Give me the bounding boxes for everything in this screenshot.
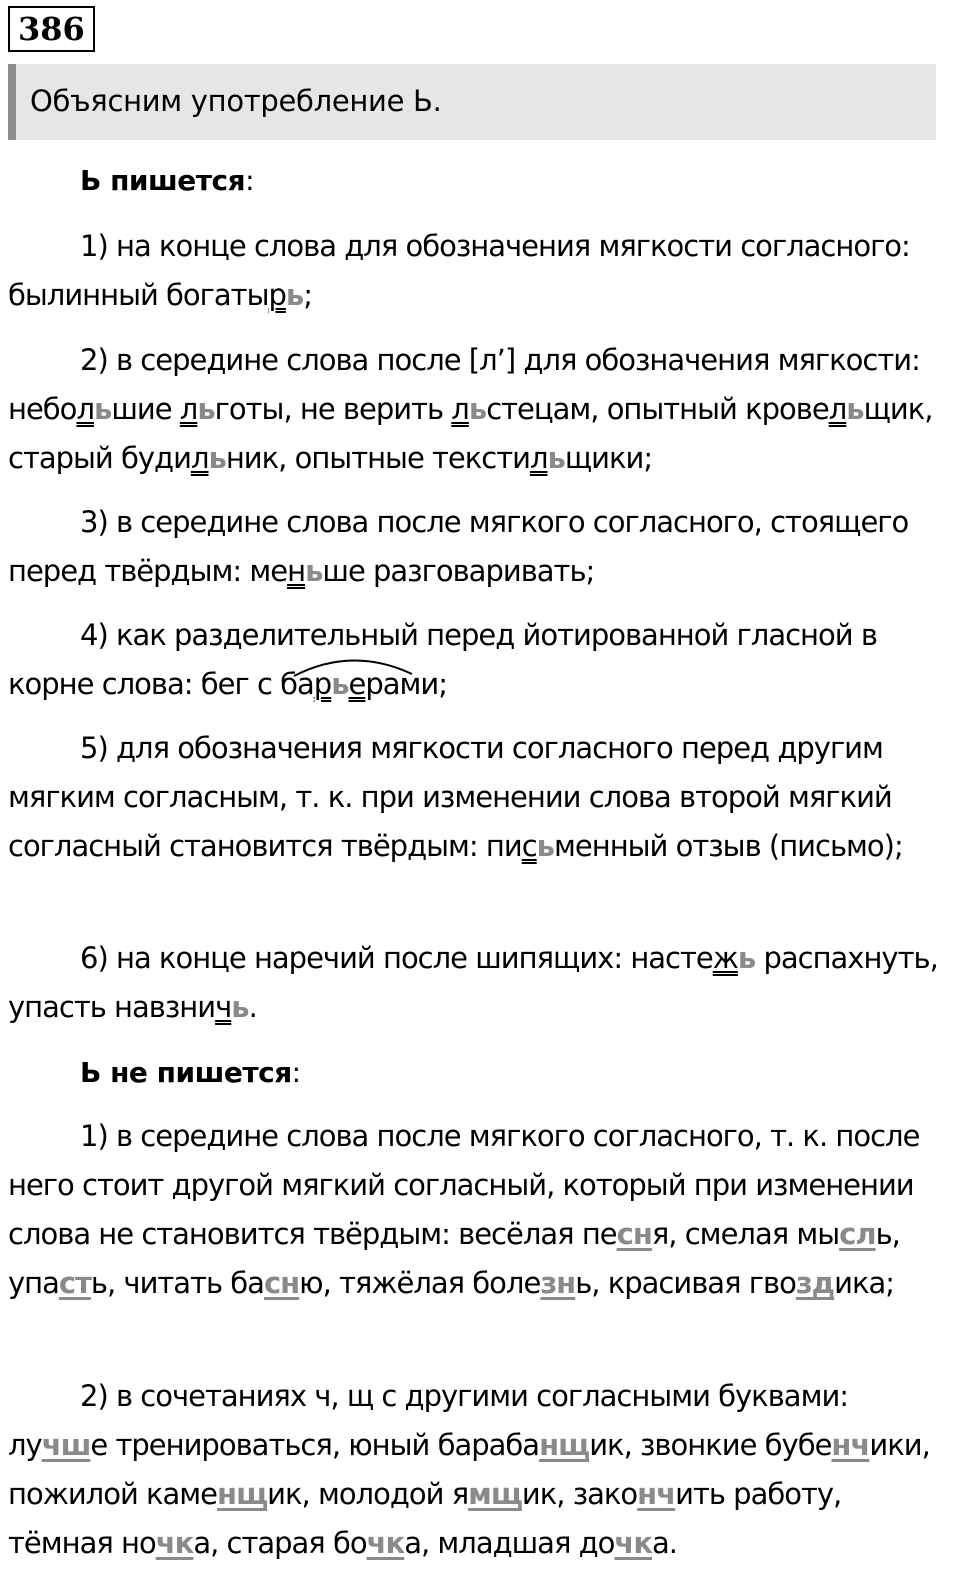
rule-5 xyxy=(8,724,948,871)
text-fragment: 3) в середине слова после мягкого согласного, стоящего перед твёрдым: ме xyxy=(8,505,909,588)
text-fragment: ь, читать ба xyxy=(90,1266,264,1300)
text-fragment: а, младшая до xyxy=(404,1526,615,1560)
text-fragment: ик, звонкие бубе xyxy=(589,1428,832,1462)
heading-colon: : xyxy=(245,164,255,197)
text-fragment: ник, опытные тексти xyxy=(225,441,530,475)
soft-sign-highlight: ь xyxy=(536,829,555,863)
consonant-cluster-highlight: чк xyxy=(155,1526,194,1560)
rule-6 xyxy=(8,934,948,1032)
soft-sign-highlight: ь xyxy=(305,554,323,588)
soft-consonant-mark: ж xyxy=(712,941,738,975)
text-fragment: ; xyxy=(303,278,313,312)
rule-2 xyxy=(8,336,948,483)
soft-sign-highlight: ь xyxy=(737,941,756,975)
text-fragment: ики, пожилой каме xyxy=(8,1428,930,1511)
text-fragment: а, старая бо xyxy=(193,1526,367,1560)
text-fragment: . xyxy=(248,990,257,1024)
consonant-cluster-highlight: нщ xyxy=(539,1428,590,1462)
soft-consonant-mark: с xyxy=(521,829,537,863)
text-fragment: стецам, опытный крове xyxy=(486,392,829,426)
soft-consonant-mark: л xyxy=(190,441,209,475)
consonant-cluster-highlight: сн xyxy=(616,1217,652,1251)
text-fragment: е тренироваться, юный бараба xyxy=(90,1428,540,1462)
consonant-cluster-highlight: чш xyxy=(41,1428,91,1462)
text-fragment: распахнуть, упасть навзни xyxy=(8,941,938,1024)
task-number: 386 xyxy=(8,6,95,52)
text-fragment: я, смелая мы xyxy=(651,1217,840,1251)
soft-consonant-mark: л xyxy=(529,441,548,475)
text-fragment: а. xyxy=(652,1526,678,1560)
soft-sign-highlight: ь xyxy=(93,392,112,426)
soft-sign-highlight: ь xyxy=(846,392,864,426)
text-fragment: ить работу, тёмная но xyxy=(8,1477,842,1560)
rule-3 xyxy=(8,498,948,596)
text-fragment: ю, тяжёлая боле xyxy=(299,1266,541,1300)
text-fragment: 1) в середине слова после мягкого согласного, т. к. после него стоит другой мягкий согласный, который при изменении слова не становится твёрдым: весёлая пе xyxy=(8,1119,920,1251)
soft-consonant-mark: е xyxy=(348,667,366,701)
soft-consonant-mark: р xyxy=(313,667,332,701)
soft-consonant-mark: л xyxy=(76,392,94,426)
rule-1 xyxy=(8,222,948,320)
text-fragment: ь, упа xyxy=(8,1217,900,1300)
text-fragment: щик, старый буди xyxy=(8,392,933,475)
not-rule-1 xyxy=(8,1112,948,1308)
text-fragment: ик, молодой я xyxy=(267,1477,469,1511)
text-fragment: ик, зако xyxy=(521,1477,638,1511)
text-fragment: 4) как разделительный перед йотированной гласной в корне слова: бег с ба xyxy=(8,618,877,701)
text-fragment: 2) в середине слова после [л’] для обозначения мягкости: небо xyxy=(8,343,920,426)
text-fragment: щики; xyxy=(564,441,653,475)
soft-consonant-mark: н xyxy=(287,554,306,588)
consonant-cluster-highlight: нч xyxy=(831,1428,870,1462)
rule-4 xyxy=(8,611,948,709)
soft-sign-highlight: ь xyxy=(547,441,565,475)
heading-text: Ь пишется xyxy=(80,164,246,197)
text-fragment: шие xyxy=(111,392,180,426)
text-fragment: ика; xyxy=(834,1266,895,1300)
consonant-cluster-highlight: зн xyxy=(540,1266,576,1300)
soft-sign-highlight: ь xyxy=(468,392,487,426)
text-fragment: 2) в сочетаниях ч, щ с другими согласными буквами: лу xyxy=(8,1379,849,1462)
soft-sign-highlight: ь xyxy=(197,392,215,426)
text-fragment: 5) для обозначения мягкости согласного перед другим мягким согласным, т. к. при изменении слова второй мягкий согласный становится твёрдым: пи xyxy=(8,731,892,863)
soft-consonant-mark: ч xyxy=(215,990,232,1024)
heading-colon: : xyxy=(291,1056,301,1089)
consonant-cluster-highlight: нщ xyxy=(217,1477,268,1511)
text-fragment: готы, не верить xyxy=(214,392,452,426)
instruction-text: Объясним употребление Ь. xyxy=(30,84,442,118)
soft-sign-highlight: ь xyxy=(331,667,349,701)
text-fragment: 1) на конце слова для обозначения мягкости согласного: былинный богаты xyxy=(8,229,910,312)
consonant-cluster-highlight: мщ xyxy=(468,1477,522,1511)
instruction-banner xyxy=(8,64,936,140)
text-fragment: ь, красивая гво xyxy=(575,1266,796,1300)
text-fragment: менный отзыв (письмо); xyxy=(554,829,903,863)
consonant-cluster-highlight: зд xyxy=(795,1266,835,1300)
heading-soft-sign-written xyxy=(80,164,254,197)
soft-consonant-mark: л xyxy=(451,392,469,426)
text-fragment: 6) на конце наречий после шипящих: насте xyxy=(80,941,713,975)
consonant-cluster-highlight: нч xyxy=(637,1477,676,1511)
consonant-cluster-highlight: сл xyxy=(839,1217,876,1251)
not-rule-2 xyxy=(8,1372,948,1568)
soft-sign-highlight: ь xyxy=(208,441,226,475)
text-fragment: ше разговаривать; xyxy=(322,554,595,588)
consonant-cluster-highlight: ст xyxy=(58,1266,91,1300)
soft-consonant-mark: р xyxy=(268,278,286,312)
soft-sign-highlight: ь xyxy=(231,990,249,1024)
soft-consonant-mark: л xyxy=(828,392,847,426)
text-fragment: рами; xyxy=(365,667,448,701)
soft-consonant-mark: л xyxy=(179,392,198,426)
heading-text: Ь не пишется xyxy=(80,1056,292,1089)
soft-sign-highlight: ь xyxy=(285,278,304,312)
heading-soft-sign-not-written xyxy=(80,1056,301,1089)
consonant-cluster-highlight: чк xyxy=(366,1526,405,1560)
consonant-cluster-highlight: чк xyxy=(614,1526,653,1560)
consonant-cluster-highlight: сн xyxy=(263,1266,300,1300)
